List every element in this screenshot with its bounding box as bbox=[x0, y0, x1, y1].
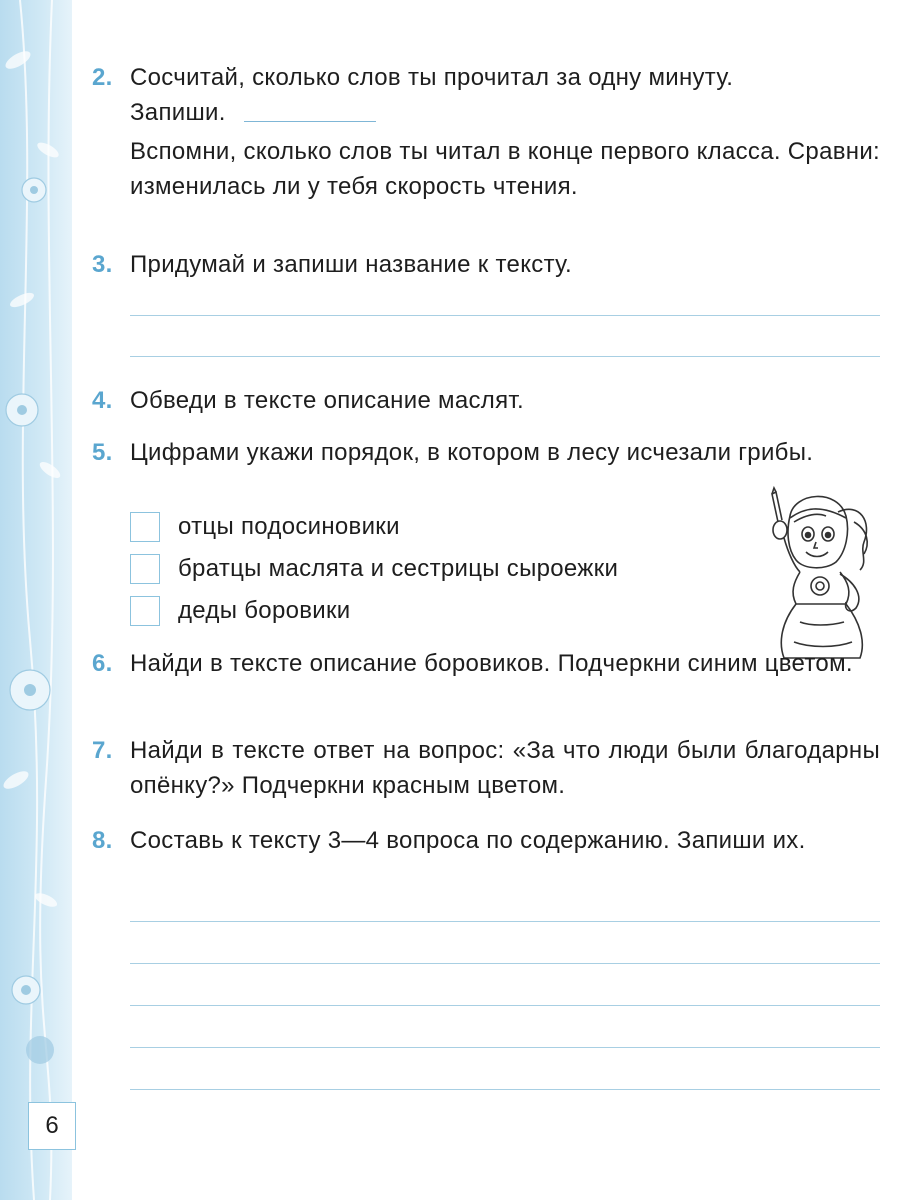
option-label: отцы подосиновики bbox=[178, 513, 400, 540]
task-number: 5. bbox=[92, 439, 113, 466]
answer-line[interactable] bbox=[130, 1047, 880, 1048]
order-box[interactable] bbox=[130, 596, 160, 626]
task-number: 7. bbox=[92, 737, 113, 764]
answer-line[interactable] bbox=[130, 1089, 880, 1090]
task-3 bbox=[92, 247, 880, 282]
task-text: Цифрами укажи порядок, в котором в лесу исчезали грибы. bbox=[130, 439, 814, 466]
task-number: 4. bbox=[92, 387, 113, 414]
option-label: братцы маслята и сестрицы сыроежки bbox=[178, 555, 619, 582]
task-text: Сосчитай, сколько слов ты прочитал за одну минуту. bbox=[130, 64, 734, 91]
task-text: Вспомни, сколько слов ты читал в конце первого класса. Сравни: изменилась ли у тебя скорость чтения. bbox=[130, 138, 880, 200]
task-number: 8. bbox=[92, 827, 113, 854]
task-text: Придумай и запиши название к тексту. bbox=[130, 251, 572, 278]
task-5 bbox=[92, 435, 880, 470]
task-4 bbox=[92, 383, 880, 418]
page-number: 6 bbox=[28, 1102, 76, 1150]
task-number: 2. bbox=[92, 64, 113, 91]
task-6 bbox=[92, 646, 880, 681]
order-option bbox=[130, 552, 618, 586]
answer-line[interactable] bbox=[130, 963, 880, 964]
order-box[interactable] bbox=[130, 554, 160, 584]
task-text: Составь к тексту 3—4 вопроса по содержанию. Запиши их. bbox=[130, 827, 806, 854]
task-7 bbox=[92, 733, 880, 803]
answer-line[interactable] bbox=[130, 356, 880, 357]
answer-line[interactable] bbox=[130, 921, 880, 922]
answer-line[interactable] bbox=[244, 120, 376, 122]
task-number: 3. bbox=[92, 251, 113, 278]
task-number: 6. bbox=[92, 650, 113, 677]
floral-sidebar-decoration bbox=[0, 0, 72, 1200]
task-text: Обведи в тексте описание маслят. bbox=[130, 387, 525, 414]
order-option bbox=[130, 594, 351, 628]
order-option bbox=[130, 510, 400, 544]
task-text: Найди в тексте ответ на вопрос: «За что люди были благодарны опёнку?» Подчеркни красным цветом. bbox=[130, 737, 880, 799]
task-text: Найди в тексте описание боровиков. Подчеркни синим цветом. bbox=[130, 650, 853, 677]
answer-line[interactable] bbox=[130, 315, 880, 316]
answer-line[interactable] bbox=[130, 1005, 880, 1006]
task-text: Запиши. bbox=[130, 99, 226, 126]
task-2 bbox=[92, 60, 880, 204]
girl-with-pencil-illustration bbox=[760, 482, 880, 667]
option-label: деды боровики bbox=[178, 597, 351, 624]
task-8 bbox=[92, 823, 880, 858]
order-box[interactable] bbox=[130, 512, 160, 542]
